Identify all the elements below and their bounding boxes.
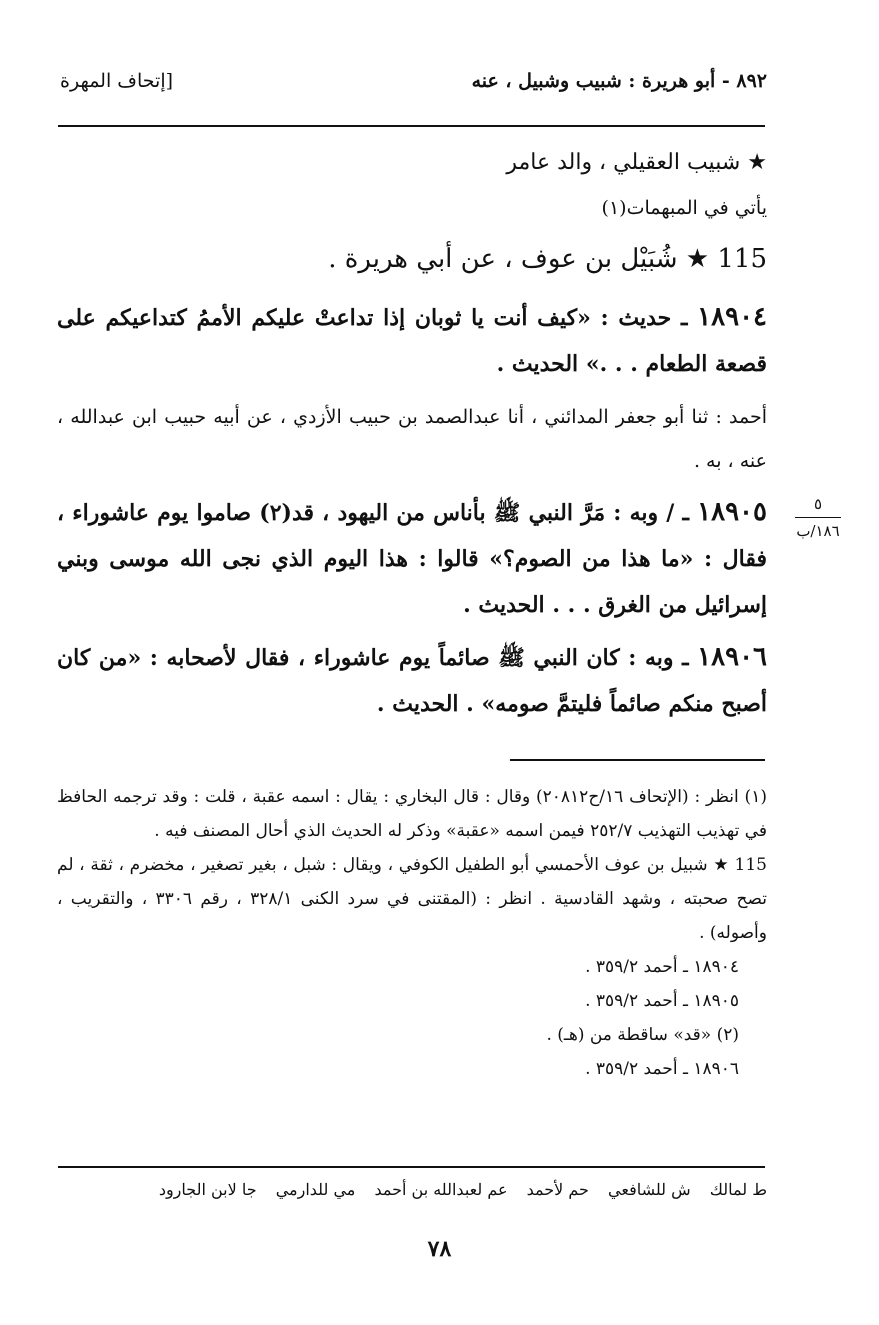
hadith-number: ١٨٩٠٤	[697, 302, 767, 332]
hadith-number: ١٨٩٠٦	[697, 642, 767, 672]
entry-shubayl-title: 115 ★ شُبَيْل بن عوف ، عن أبي هريرة .	[328, 244, 767, 274]
hadith-18904	[57, 294, 767, 387]
hadith-number: ١٨٩٠٥	[697, 497, 767, 527]
footnote-ref: ١٨٩٠٤ ـ أحمد ٣٥٩/٢ .	[585, 957, 739, 977]
hadith-text: ـ / وبه : مَرَّ النبي ﷺ بأناس من اليهود ، قد(٢) صاموا يوم عاشوراء ، فقال : «ما هذا من الصوم؟» قالوا : هذا اليوم الذي نجى الله موسى وبني إسرائيل من الغرق . . . الحديث .	[57, 500, 767, 618]
legend-item: حم لأحمد	[526, 1180, 589, 1199]
footnote-ref: ١٨٩٠٦ ـ أحمد ٣٥٩/٢ .	[585, 1059, 739, 1079]
legend-item: ش للشافعي	[608, 1180, 691, 1199]
margin-note-divider	[795, 517, 841, 518]
legend-divider	[58, 1166, 765, 1168]
margin-note-bottom: ١٨٦/ب	[796, 522, 840, 540]
hadith-18905	[57, 489, 767, 628]
entry-shabib-title: ★ شبيب العقيلي ، والد عامر	[506, 150, 767, 175]
legend-item: ط لمالك	[709, 1180, 767, 1199]
legend-item: عم لعبدالله بن أحمد	[374, 1180, 508, 1199]
margin-note-top: ٥	[813, 495, 823, 513]
footnote-ref: ١٨٩٠٥ ـ أحمد ٣٥٩/٢ .	[585, 991, 739, 1011]
header-chapter-title: ٨٩٢ - أبو هريرة : شبيب وشبيل ، عنه	[471, 70, 767, 92]
abbreviation-legend	[57, 1180, 767, 1199]
legend-item: مي للدارمي	[275, 1180, 356, 1199]
entry-shabib-note: يأتي في المبهمات(١)	[601, 197, 767, 219]
margin-manuscript-note	[788, 495, 848, 540]
header-divider	[58, 125, 765, 127]
hadith-text: ـ وبه : كان النبي ﷺ صائماً يوم عاشوراء ، فقال لأصحابه : «من كان أصبح منكم صائماً فليتمَّ صومه» . الحديث .	[57, 645, 767, 717]
footnote-divider	[510, 759, 765, 761]
footnotes	[57, 780, 767, 1086]
page-number: ٧٨	[427, 1236, 452, 1262]
legend-item: جا لابن الجارود	[158, 1180, 257, 1199]
footnote-2: (٢) «قد» ساقطة من (هـ) .	[546, 1025, 739, 1045]
footnote-115: 115 ★ شبيل بن عوف الأحمسي أبو الطفيل الكوفي ، ويقال : شبل ، بغير تصغير ، مخضرم ، ثقة ، لم تصح صحبته ، وشهد القادسية . انظر : (المقتنى في سرد الكنى ٣٢٨/١ ، رقم ٣٣٠٦ ، والتقريب ، وأصوله) .	[57, 855, 767, 943]
hadith-text: ـ حديث : «كيف أنت يا ثوبان إذا تداعتْ عليكم الأممُ كتداعيكم على قصعة الطعام . . .» الحديث .	[57, 305, 767, 377]
footnote-1: (١) انظر : (الإتحاف ١٦/ح٢٠٨١٢) وقال : قال البخاري : يقال : اسمه عقبة ، قلت : وقد ترجمه الحافظ في تهذيب التهذيب ٢٥٢/٧ فيمن اسمه «عقبة» وذكر له الحديث الذي أحال المصنف فيه .	[57, 787, 767, 841]
hadith-isnad: أحمد : ثنا أبو جعفر المدائني ، أنا عبدالصمد بن حبيب الأزدي ، عن أبيه حبيب ابن عبدالله ، عنه ، به .	[57, 406, 767, 472]
hadith-18906	[57, 634, 767, 727]
header-book-title: [إتحاف المهرة	[60, 70, 174, 92]
main-text	[57, 140, 767, 727]
